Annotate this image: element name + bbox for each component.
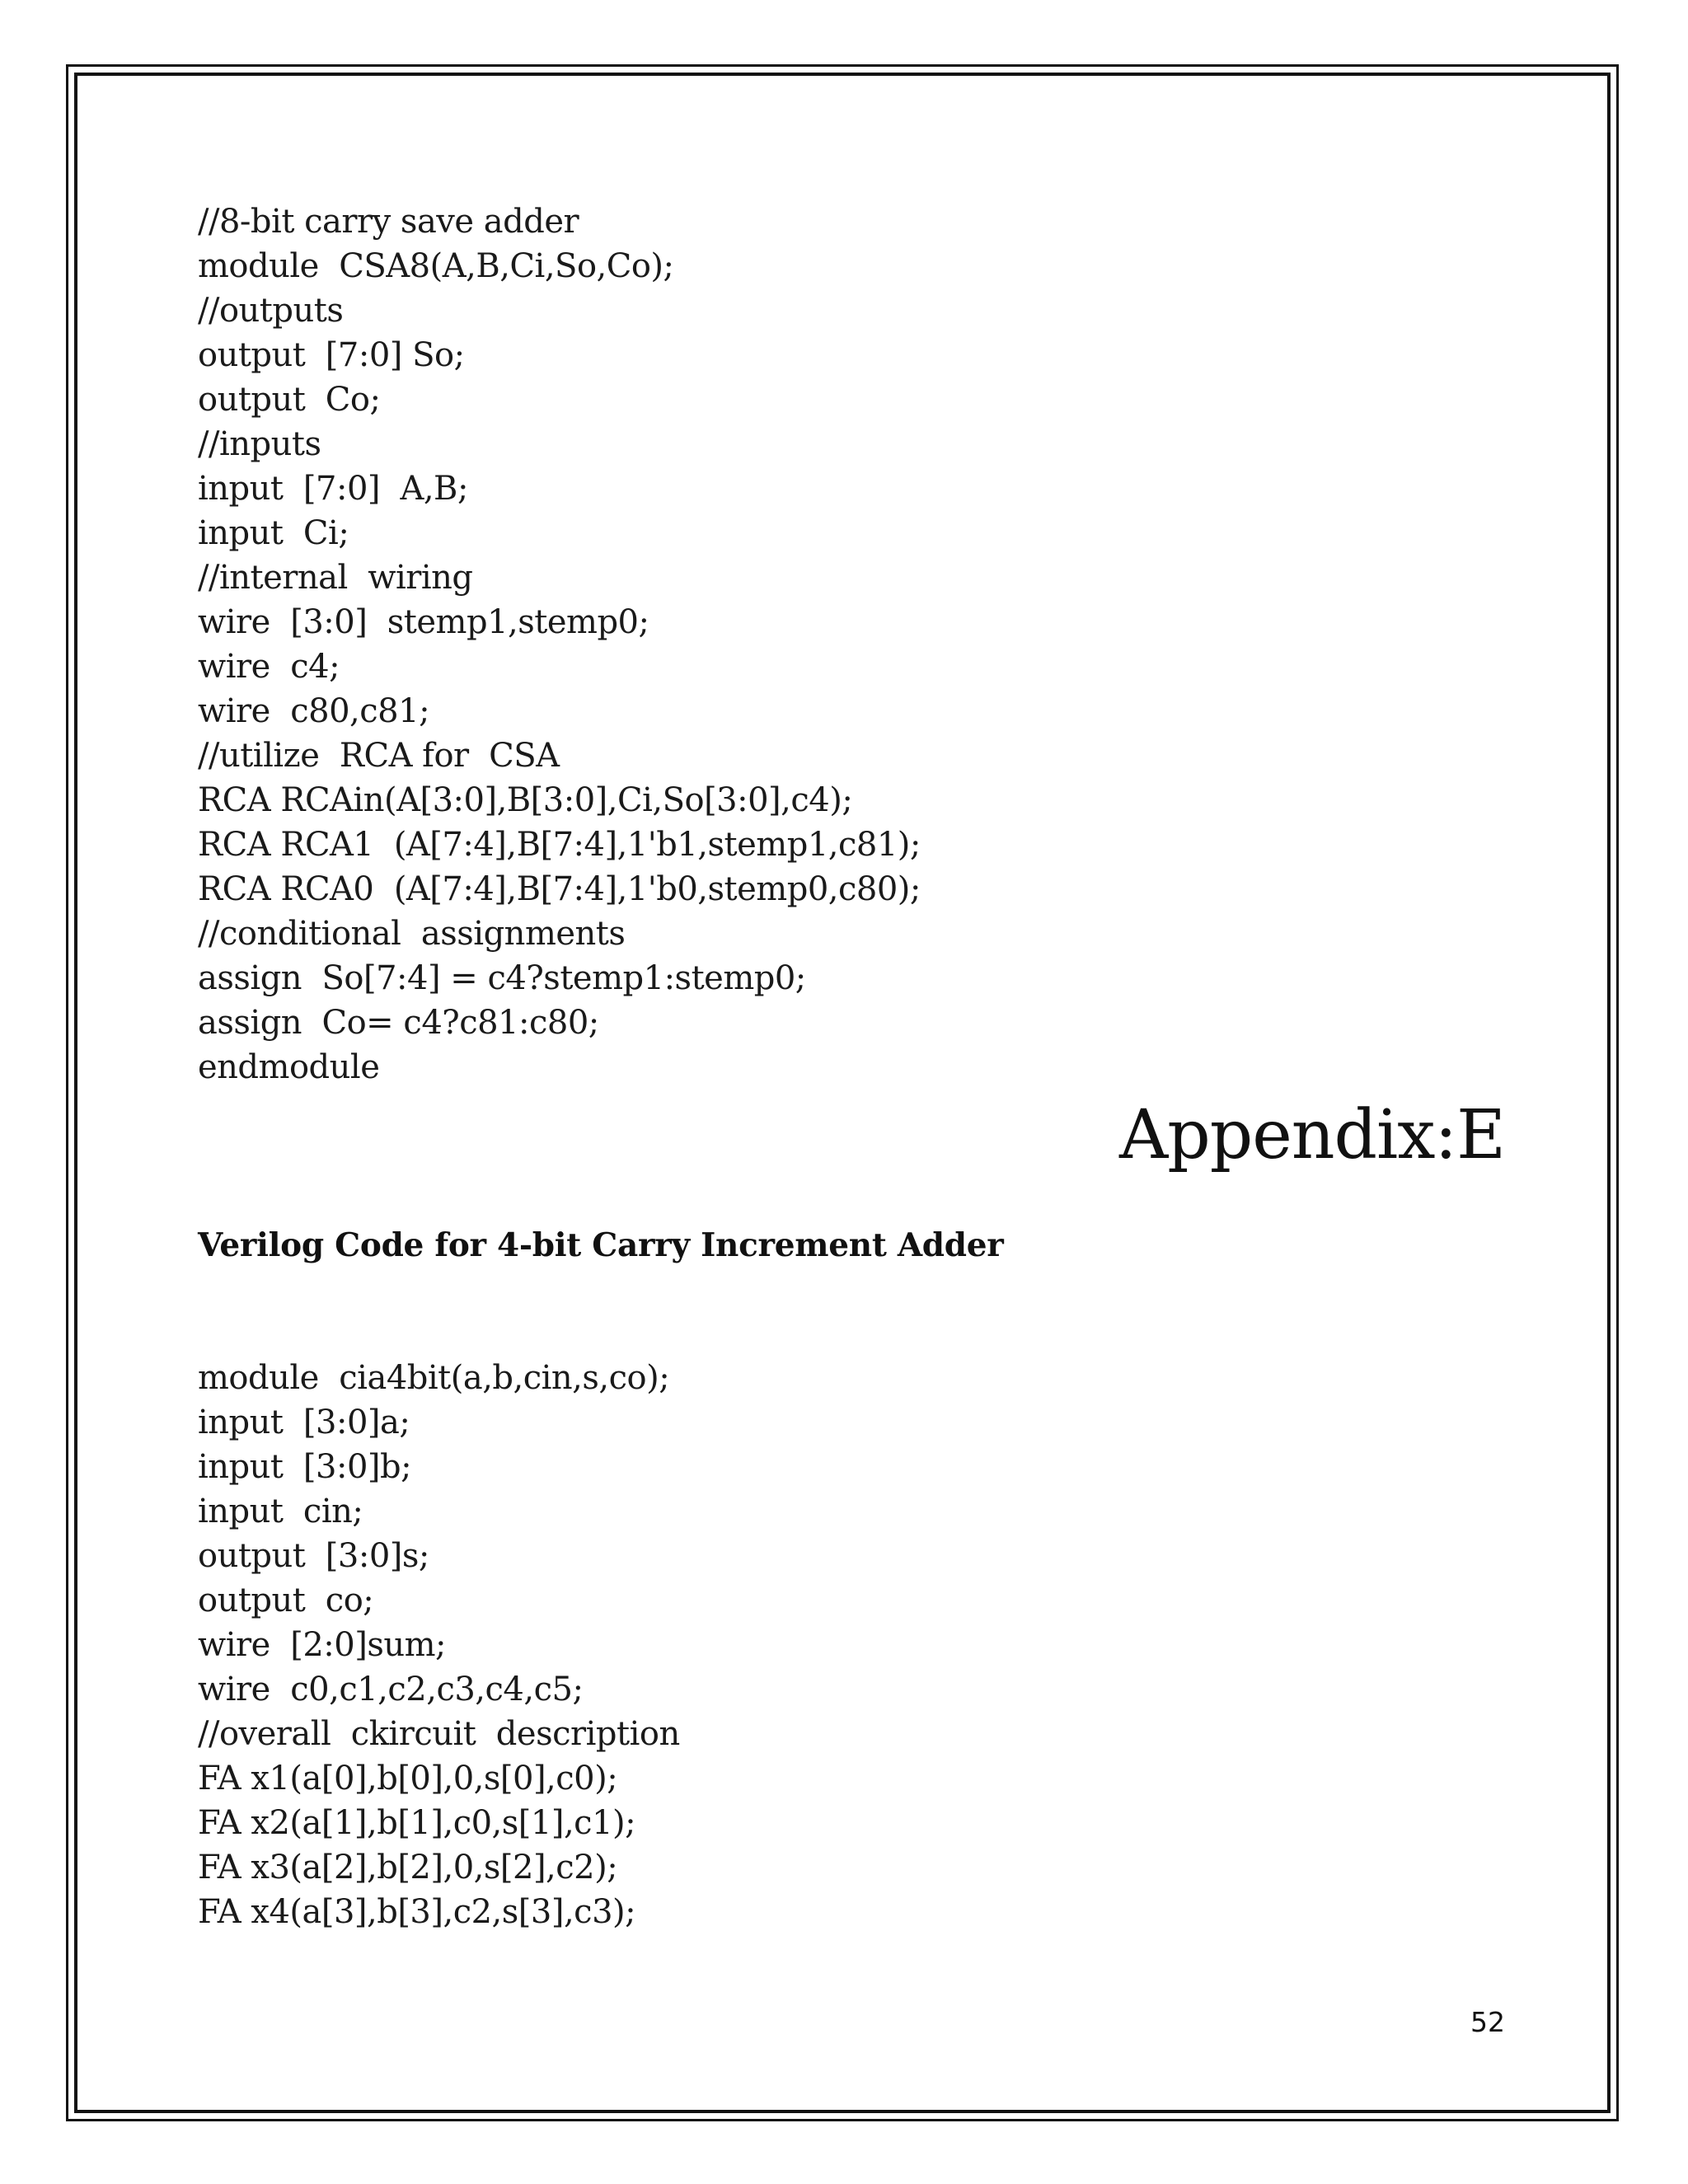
code-line: wire [3:0] stemp1,stemp0;: [198, 603, 649, 641]
code-line: wire [2:0]sum;: [198, 1626, 447, 1664]
code-line: //internal wiring: [198, 559, 473, 597]
code-line: FA x4(a[3],b[3],c2,s[3],c3);: [198, 1893, 636, 1931]
code-line: //overall ckircuit description: [198, 1715, 680, 1753]
code-line: FA x1(a[0],b[0],0,s[0],c0);: [198, 1760, 618, 1797]
code-line: RCA RCA1 (A[7:4],B[7:4],1'b1,stemp1,c81);: [198, 826, 921, 864]
code-line: //utilize RCA for CSA: [198, 737, 560, 775]
code-line: output [3:0]s;: [198, 1537, 429, 1575]
page-number: 52: [1470, 2006, 1505, 2038]
code-line: RCA RCA0 (A[7:4],B[7:4],1'b0,stemp0,c80);: [198, 870, 921, 908]
code-line: input cin;: [198, 1493, 363, 1530]
section-heading: Verilog Code for 4-bit Carry Increment Adder: [198, 1226, 1004, 1264]
code-line: assign So[7:4] = c4?stemp1:stemp0;: [198, 959, 806, 997]
cia4bit-code-block: [198, 1356, 680, 1934]
code-line: input [7:0] A,B;: [198, 470, 468, 508]
code-line: //conditional assignments: [198, 915, 626, 953]
code-line: //outputs: [198, 292, 344, 330]
code-line: endmodule: [198, 1048, 380, 1086]
code-line: FA x3(a[2],b[2],0,s[2],c2);: [198, 1849, 618, 1886]
code-line: output [7:0] So;: [198, 336, 465, 374]
code-line: input [3:0]a;: [198, 1404, 410, 1441]
code-line: assign Co= c4?c81:c80;: [198, 1004, 599, 1042]
code-line: output Co;: [198, 381, 381, 419]
appendix-title: Appendix:E: [1119, 1096, 1505, 1174]
code-line: //8-bit carry save adder: [198, 203, 579, 241]
code-line: input Ci;: [198, 514, 349, 552]
code-line: wire c0,c1,c2,c3,c4,c5;: [198, 1671, 584, 1708]
code-line: input [3:0]b;: [198, 1448, 412, 1486]
code-line: wire c4;: [198, 648, 340, 686]
csa8-code-block: [198, 199, 921, 1090]
code-line: wire c80,c81;: [198, 692, 430, 730]
code-line: output co;: [198, 1582, 374, 1619]
code-line: module CSA8(A,B,Ci,So,Co);: [198, 247, 674, 285]
code-line: module cia4bit(a,b,cin,s,co);: [198, 1359, 670, 1397]
code-line: //inputs: [198, 425, 321, 463]
code-line: FA x2(a[1],b[1],c0,s[1],c1);: [198, 1804, 636, 1842]
code-line: RCA RCAin(A[3:0],B[3:0],Ci,So[3:0],c4);: [198, 781, 853, 819]
